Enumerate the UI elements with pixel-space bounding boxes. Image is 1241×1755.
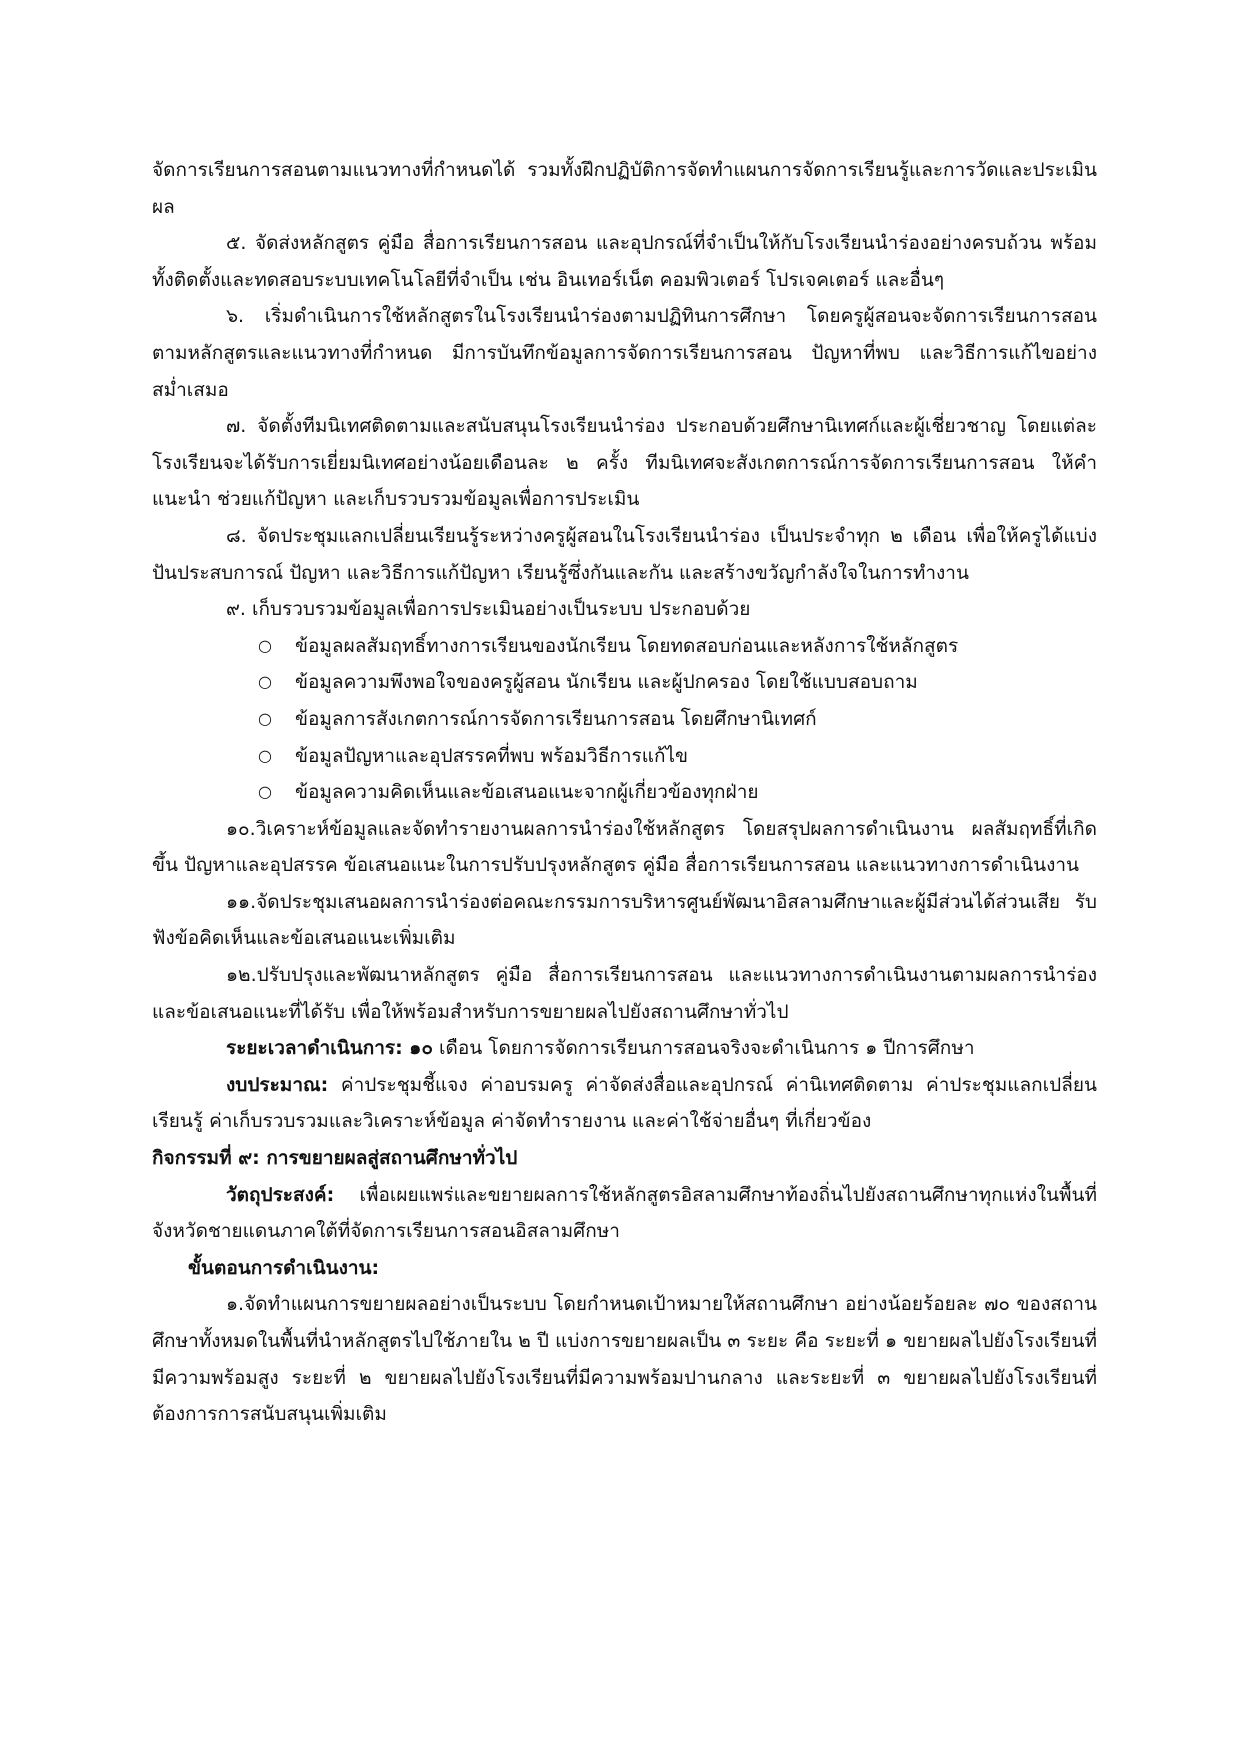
budget-paragraph	[152, 1067, 1097, 1140]
list-item-text: ข้อมูลปัญหาและอุปสรรคที่พบ พร้อมวิธีการแก้ไข	[295, 744, 689, 767]
duration-label: ระยะเวลาดำเนินการ: ๑๐	[226, 1037, 433, 1060]
budget-text: ค่าประชุมชี้แจง ค่าอบรมครู ค่าจัดส่งสื่อและอุปกรณ์ ค่านิเทศติดตาม ค่าประชุมแลกเปลี่ยนเรียนรู้ ค่าเก็บรวบรวมและวิเคราะห์ข้อมูล ค่าจัดทำรายงาน และค่าใช้จ่ายอื่นๆ ที่เกี่ยวข้อง	[152, 1073, 1097, 1133]
paragraph-step-9: ๙. เก็บรวบรวมข้อมูลเพื่อการประเมินอย่างเป็นระบบ ประกอบด้วย	[226, 598, 751, 621]
paragraph-step-5: ๕. จัดส่งหลักสูตร คู่มือ สื่อการเรียนการสอน และอุปกรณ์ที่จำเป็นให้กับโรงเรียนนำร่องอย่างครบถ้วน พร้อมทั้งติดตั้งและทดสอบระบบเทคโนโลยีที่จำเป็น เช่น อินเทอร์เน็ต คอมพิวเตอร์ โปรเจคเตอร์ และอื่นๆ	[152, 232, 1097, 291]
circle-bullet-icon: ○	[258, 708, 272, 728]
objective-label: วัตถุประสงค์:	[226, 1183, 335, 1206]
list-item	[258, 664, 1097, 701]
paragraph-step-10: ๑๐.วิเคราะห์ข้อมูลและจัดทำรายงานผลการนำร่องใช้หลักสูตร โดยสรุปผลการดำเนินงาน ผลสัมฤทธิ์ที่เกิดขึ้น ปัญหาและอุปสรรค ข้อเสนอแนะในการปรับปรุงหลักสูตร คู่มือ สื่อการเรียนการสอน และแนวทางการดำเนินงาน	[152, 817, 1097, 877]
circle-bullet-icon: ○	[258, 635, 272, 655]
list-item-text: ข้อมูลผลสัมฤทธิ์ทางการเรียนของนักเรียน โดยทดสอบก่อนและหลังการใช้หลักสูตร	[295, 634, 959, 657]
list-item	[258, 774, 1097, 811]
duration-paragraph	[152, 1030, 1097, 1067]
duration-text: เดือน โดยการจัดการเรียนการสอนจริงจะดำเนินการ ๑ ปีการศึกษา	[432, 1037, 975, 1060]
activity-9-heading: กิจกรรมที่ ๙: การขยายผลสู่สถานศึกษาทั่วไป	[152, 1147, 518, 1170]
objective-paragraph	[152, 1177, 1097, 1250]
objective-text: เพื่อเผยแพร่และขยายผลการใช้หลักสูตรอิสลามศึกษาท้องถิ่นไปยังสถานศึกษาทุกแห่งในพื้นที่จังหวัดชายแดนภาคใต้ที่จัดการเรียนการสอนอิสลามศึกษา	[152, 1183, 1097, 1243]
data-collection-list	[152, 628, 1097, 811]
paragraph-step-8: ๘. จัดประชุมแลกเปลี่ยนเรียนรู้ระหว่างครูผู้สอนในโรงเรียนนำร่อง เป็นประจำทุก ๒ เดือน เพื่อให้ครูได้แบ่งปันประสบการณ์ ปัญหา และวิธีการแก้ปัญหา เรียนรู้ซึ่งกันและกัน และสร้างขวัญกำลังใจในการทำงาน	[152, 524, 1097, 584]
circle-bullet-icon: ○	[258, 672, 272, 692]
paragraph-step-11: ๑๑.จัดประชุมเสนอผลการนำร่องต่อคณะกรรมการบริหารศูนย์พัฒนาอิสลามศึกษาและผู้มีส่วนได้ส่วนเสีย รับฟังข้อคิดเห็นและข้อเสนอแนะเพิ่มเติม	[152, 890, 1097, 950]
paragraph-step-6: ๖. เริ่มดำเนินการใช้หลักสูตรในโรงเรียนนำร่องตามปฏิทินการศึกษา โดยครูผู้สอนจะจัดการเรียนการสอนตามหลักสูตรและแนวทางที่กำหนด มีการบันทึกข้อมูลการจัดการเรียนการสอน ปัญหาที่พบ และวิธีการแก้ไขอย่างสม่ำเสมอ	[152, 305, 1097, 401]
list-item	[258, 628, 1097, 665]
steps-heading: ขั้นตอนการดำเนินงาน:	[188, 1256, 380, 1279]
list-item-text: ข้อมูลความพึงพอใจของครูผู้สอน นักเรียน และผู้ปกครอง โดยใช้แบบสอบถาม	[295, 671, 918, 694]
paragraph-step-7: ๗. จัดตั้งทีมนิเทศติดตามและสนับสนุนโรงเรียนนำร่อง ประกอบด้วยศึกษานิเทศก์และผู้เชี่ยวชาญ โดยแต่ละโรงเรียนจะได้รับการเยี่ยมนิเทศอย่างน้อยเดือนละ ๒ ครั้ง ทีมนิเทศจะสังเกตการณ์การจัดการเรียนการสอน ให้คำแนะนำ ช่วยแก้ปัญหา และเก็บรวบรวมข้อมูลเพื่อการประเมิน	[152, 415, 1097, 511]
circle-bullet-icon: ○	[258, 782, 272, 802]
list-item-text: ข้อมูลการสังเกตการณ์การจัดการเรียนการสอน โดยศึกษานิเทศก์	[295, 707, 817, 730]
circle-bullet-icon: ○	[258, 745, 272, 765]
document-page	[152, 152, 1097, 1433]
list-item	[258, 701, 1097, 738]
budget-label: งบประมาณ:	[226, 1073, 329, 1096]
paragraph-intro: จัดการเรียนการสอนตามแนวทางที่กำหนดได้ รวมทั้งฝึกปฏิบัติการจัดทำแผนการจัดการเรียนรู้และการวัดและประเมินผล	[152, 159, 1097, 218]
paragraph-step-12: ๑๒.ปรับปรุงและพัฒนาหลักสูตร คู่มือ สื่อการเรียนการสอน และแนวทางการดำเนินงานตามผลการนำร่องและข้อเสนอแนะที่ได้รับ เพื่อให้พร้อมสำหรับการขยายผลไปยังสถานศึกษาทั่วไป	[152, 964, 1097, 1023]
paragraph-expansion-step-1: ๑.จัดทำแผนการขยายผลอย่างเป็นระบบ โดยกำหนดเป้าหมายให้สถานศึกษา อย่างน้อยร้อยละ ๗๐ ของสถานศึกษาทั้งหมดในพื้นที่นำหลักสูตรไปใช้ภายใน ๒ ปี แบ่งการขยายผลเป็น ๓ ระยะ คือ ระยะที่ ๑ ขยายผลไปยังโรงเรียนที่มีความพร้อมสูง ระยะที่ ๒ ขยายผลไปยังโรงเรียนที่มีความพร้อมปานกลาง และระยะที่ ๓ ขยายผลไปยังโรงเรียนที่ต้องการการสนับสนุนเพิ่มเติม	[152, 1293, 1097, 1426]
list-item	[258, 738, 1097, 775]
list-item-text: ข้อมูลความคิดเห็นและข้อเสนอแนะจากผู้เกี่ยวข้องทุกฝ่าย	[295, 781, 759, 804]
